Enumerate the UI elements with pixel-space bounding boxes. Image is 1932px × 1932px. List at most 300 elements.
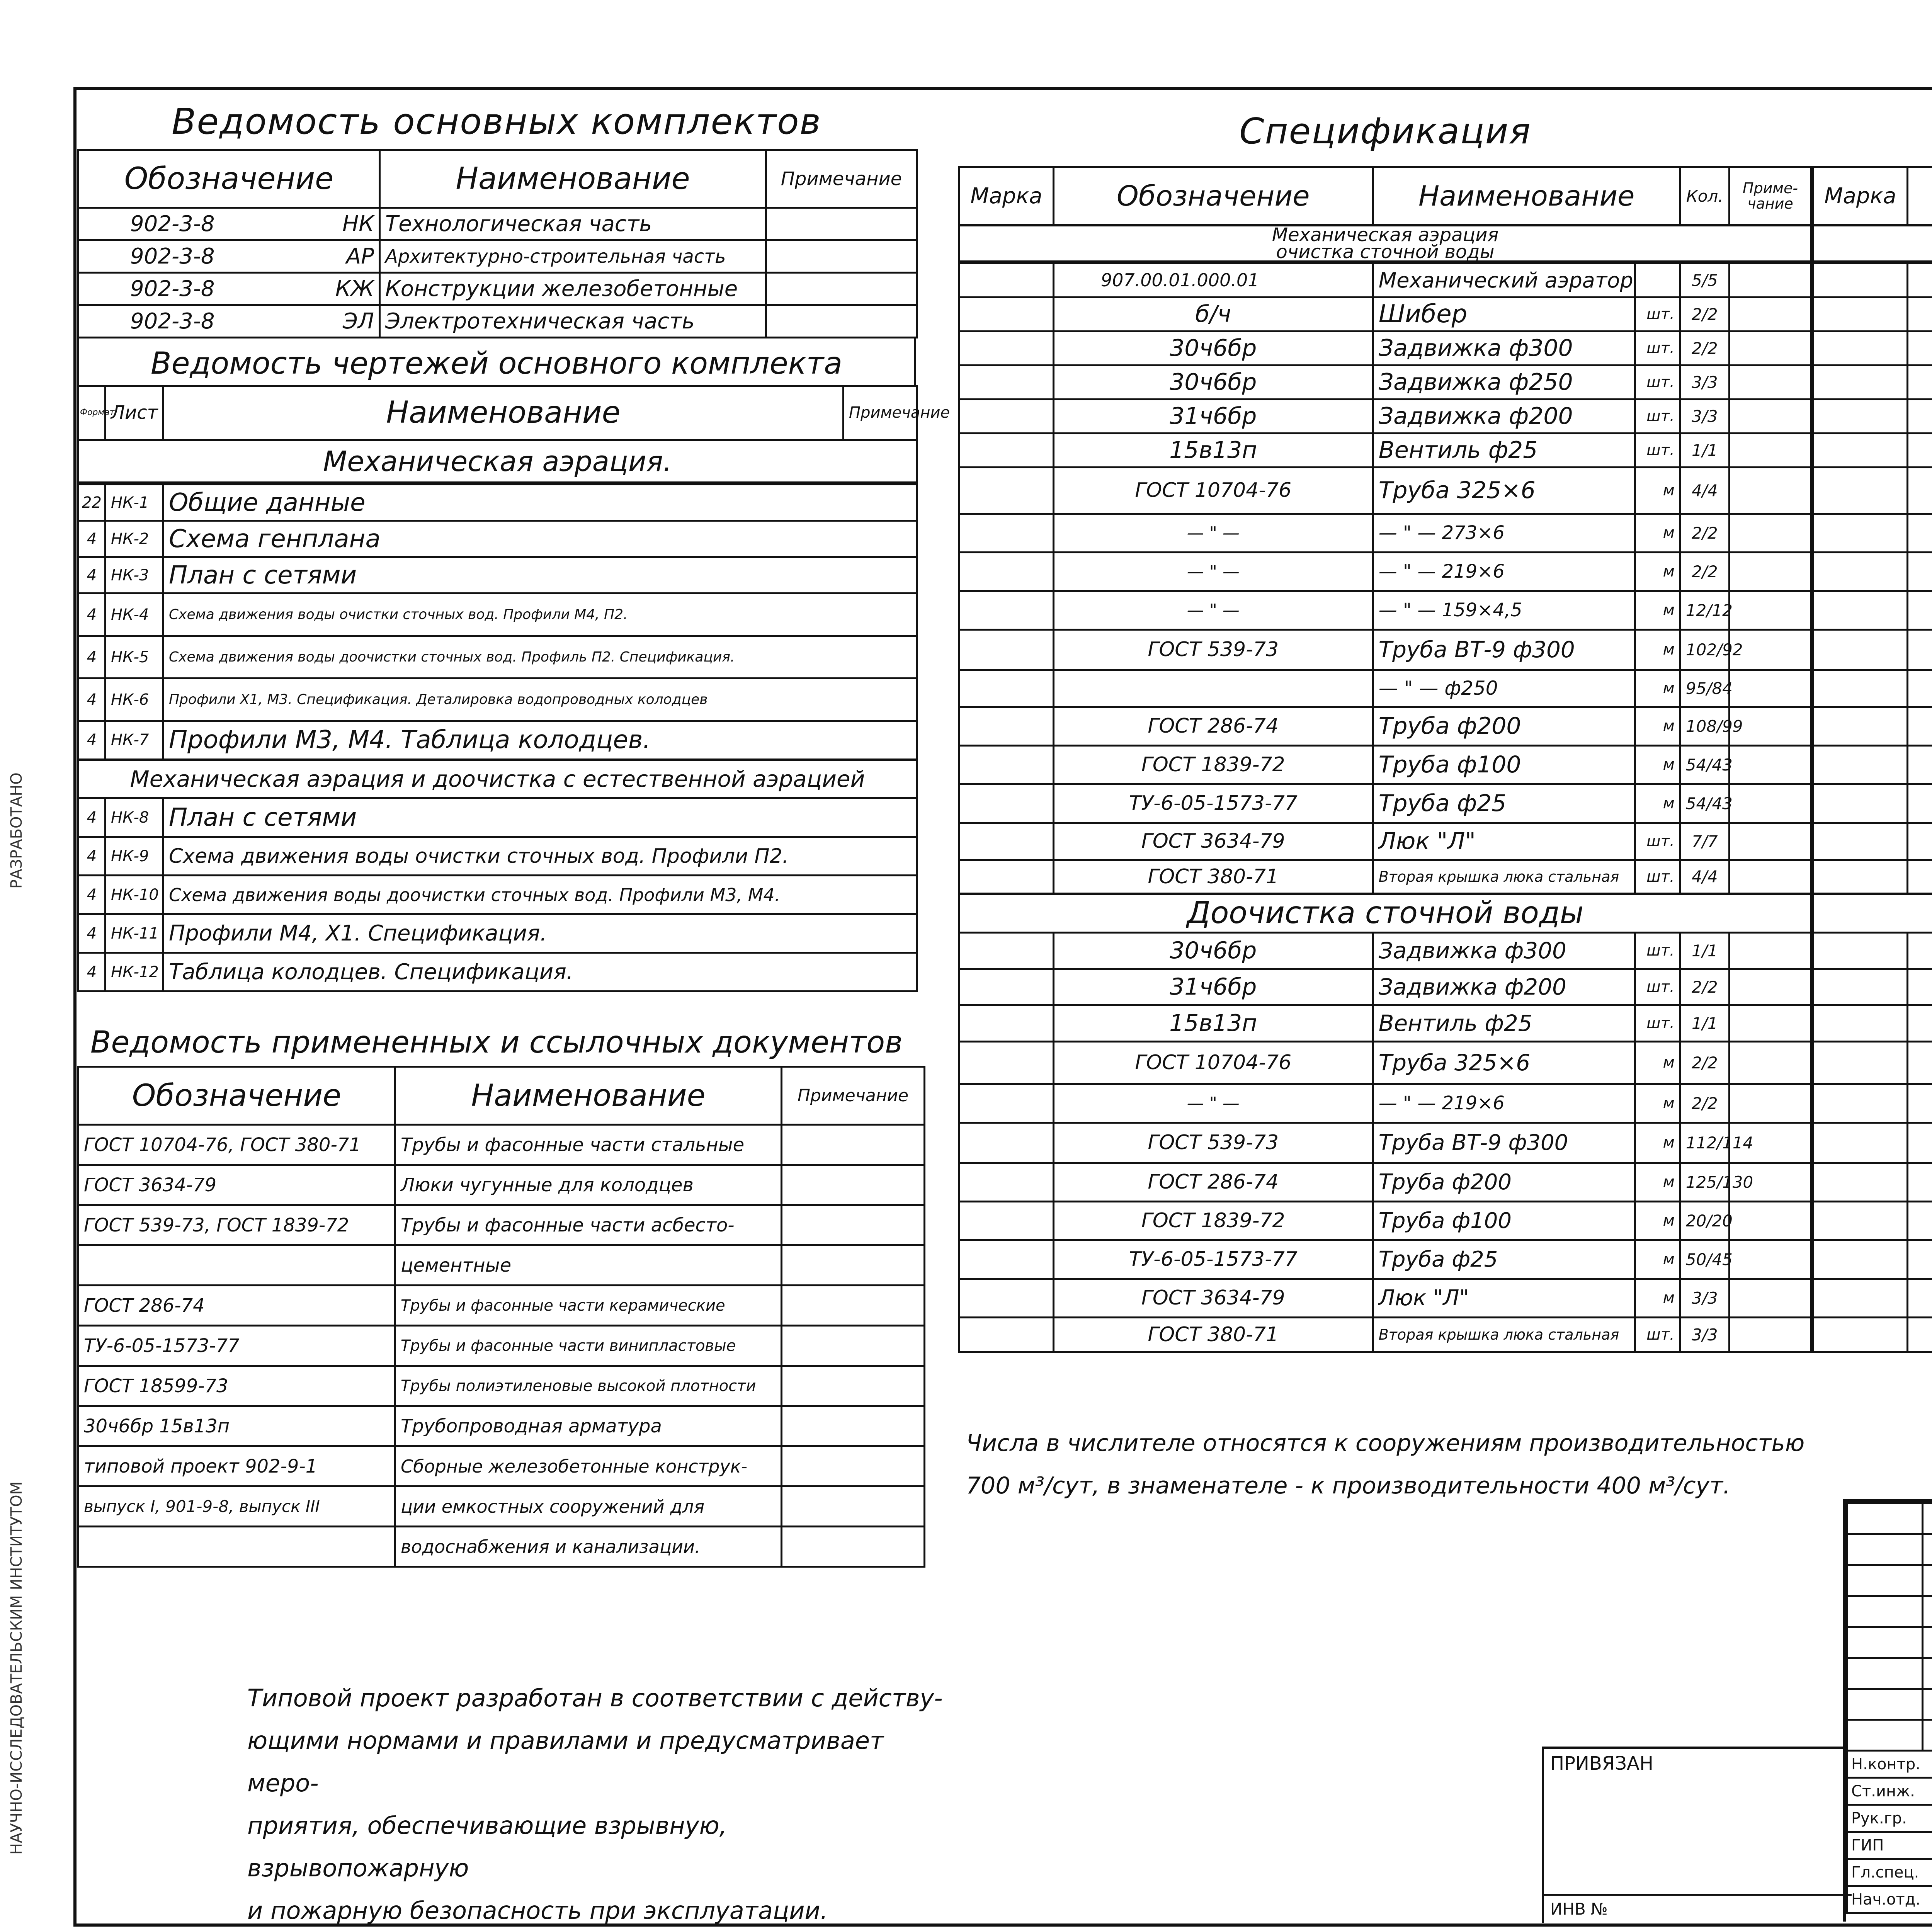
qty-cell: 2/2 (1680, 297, 1729, 331)
table-row (959, 1240, 1811, 1279)
name-cell: Труба ВТ-9 ф300 (1373, 1122, 1635, 1163)
main-sets-table (77, 149, 918, 338)
table-row (959, 433, 1811, 467)
sheet-cell: НК-7 (105, 721, 163, 760)
role-cell: Ст.инж. (1847, 1778, 1932, 1805)
table-row (959, 1317, 1811, 1352)
qty-cell: 12/12 (1680, 591, 1729, 629)
table-row (78, 798, 917, 837)
designation-cell: ТУ-6-05-1573-77 (1053, 784, 1373, 823)
qty-cell: 112/114 (1680, 1122, 1729, 1163)
designation-cell: ГОСТ 380-71 (1053, 1317, 1373, 1352)
name-cell: Профили М3, М4. Таблица колодцев. (163, 721, 917, 760)
name-cell: Задвижка ф200 (1373, 399, 1635, 433)
table-row (1813, 263, 1932, 297)
table-row (959, 1084, 1811, 1122)
sheet-cell: НК-10 (105, 876, 163, 914)
name-cell: Схема движения воды доочистки сточных вод. Профиль П2. Спецификация. (163, 636, 917, 679)
note-line: 700 м³/сут, в знаменателе - к производительности 400 м³/сут. (966, 1472, 1731, 1499)
table-row (1813, 745, 1932, 784)
format-cell: 4 (78, 914, 105, 953)
spec-left-title: Спецификация (1239, 111, 1531, 152)
sheet-cell: НК-3 (105, 557, 163, 594)
note-cell (766, 273, 917, 305)
name-cell: Труба ф200 (1373, 707, 1635, 745)
table-row (78, 679, 917, 721)
designation-cell: — " — (1053, 1084, 1373, 1122)
sheet-cell: НК-6 (105, 679, 163, 721)
name-cell: Общие данные (163, 485, 917, 521)
format-cell: 4 (78, 521, 105, 557)
col-header: Обозначение (78, 1067, 395, 1125)
sheet-cell: НК-9 (105, 837, 163, 876)
designation-cell: ГОСТ 10704-76, ГОСТ 380-71 (78, 1125, 395, 1165)
name-cell: Сборные железобетонные конструк- (395, 1446, 782, 1486)
name-cell: Профили М4, Х1. Спецификация. (163, 914, 917, 953)
name-cell: Люк "Л" (1373, 823, 1635, 860)
designation-cell (1907, 1201, 1932, 1240)
table-row (78, 273, 917, 305)
role-cell: Нач.отд. (1847, 1886, 1932, 1913)
designation-cell (78, 1527, 395, 1567)
name-cell: Труба 325×6 (1373, 467, 1635, 514)
role-cell: Н.контр. (1847, 1751, 1932, 1778)
designation-cell: ГОСТ 18599-73 (78, 1366, 395, 1406)
designation-cell (1907, 552, 1932, 591)
qty-cell: 2/2 (1680, 1041, 1729, 1084)
designation-cell (1907, 823, 1932, 860)
table-row (1813, 591, 1932, 629)
format-cell: 4 (78, 837, 105, 876)
designation-cell (1907, 1041, 1932, 1084)
designation-cell: ГОСТ 380-71 (1053, 860, 1373, 894)
table-row (959, 1041, 1811, 1084)
qty-cell: 1/1 (1680, 932, 1729, 969)
col-header: Кол. (1680, 167, 1729, 225)
table-row (78, 557, 917, 594)
sheet-cell: НК-12 (105, 953, 163, 992)
section-title: Доочистка сточной воды (959, 894, 1811, 932)
stamp-grid (1846, 1502, 1932, 1750)
table-row (78, 636, 917, 679)
name-cell: Трубы и фасонные части керамические (395, 1286, 782, 1326)
designation-cell (1907, 860, 1932, 894)
unit-cell: м (1635, 514, 1680, 552)
designation-cell: ГОСТ 1839-72 (1053, 745, 1373, 784)
qty-cell: 1/1 (1680, 1005, 1729, 1041)
qty-cell: 7/7 (1680, 823, 1729, 860)
section-title: Механическая аэрация очистка сточной воды (959, 225, 1811, 262)
designation-cell: ГОСТ 10704-76 (1053, 1041, 1373, 1084)
name-cell: План с сетями (163, 557, 917, 594)
mark: АР (346, 244, 374, 269)
table-row (959, 1201, 1811, 1240)
name-cell: Труба 325×6 (1373, 1041, 1635, 1084)
designation-cell (1907, 784, 1932, 823)
sheet-cell: НК-8 (105, 798, 163, 837)
designation-cell: ГОСТ 286-74 (1053, 707, 1373, 745)
designation-cell: ГОСТ 1839-72 (1053, 1201, 1373, 1240)
table-row (78, 485, 917, 521)
unit-cell: шт. (1635, 969, 1680, 1005)
table-row (1813, 467, 1932, 514)
designation: 902-3-8 (130, 309, 215, 334)
unit-cell: шт. (1635, 1005, 1680, 1041)
ref-docs-title: Ведомость примененных и ссылочных документов (90, 1025, 903, 1060)
table-row (959, 969, 1811, 1005)
name-cell: Вторая крышка люка стальная (1373, 1317, 1635, 1352)
designation-cell (1907, 745, 1932, 784)
name-cell: — " — 219×6 (1373, 552, 1635, 591)
table-row (78, 521, 917, 557)
designation-cell (1907, 707, 1932, 745)
mark: КЖ (335, 276, 374, 301)
designation-cell: ГОСТ 3634-79 (78, 1165, 395, 1205)
unit-cell: шт. (1635, 932, 1680, 969)
table-row (959, 1122, 1811, 1163)
table-row (78, 208, 917, 240)
unit-cell: м (1635, 1201, 1680, 1240)
name-cell: Труба ф100 (1373, 1201, 1635, 1240)
designation-cell: ГОСТ 10704-76 (1053, 467, 1373, 514)
table-row (1813, 1317, 1932, 1352)
sheet-cell: НК-1 (105, 485, 163, 521)
col-header: Примечание (844, 386, 917, 440)
section-title: Механическая аэрация и доочистка с естественной аэрацией (78, 760, 917, 798)
qty-cell: 4/4 (1680, 467, 1729, 514)
qty-cell: 125/130 (1680, 1163, 1729, 1201)
designation-cell: ТУ-6-05-1573-77 (78, 1326, 395, 1366)
designation-cell: ГОСТ 3634-79 (1053, 823, 1373, 860)
name-cell: цементные (395, 1245, 782, 1286)
spec-right-title (1812, 100, 1932, 166)
unit-cell: шт. (1635, 399, 1680, 433)
designation-cell: — " — (1053, 514, 1373, 552)
table-row (1813, 1240, 1932, 1279)
table-row (1813, 932, 1932, 969)
note-project (247, 1677, 943, 1932)
designation-cell (1907, 1317, 1932, 1352)
designation-cell: ГОСТ 539-73 (1053, 629, 1373, 670)
designation-cell (1907, 1084, 1932, 1122)
qty-cell: 54/43 (1680, 745, 1729, 784)
spec-right-rows-1 (1812, 262, 1932, 1353)
col-header: Наименование (163, 386, 844, 440)
designation-cell: 31ч6бр (1053, 399, 1373, 433)
note-line: и пожарную безопасность при эксплуатации. (247, 1896, 828, 1925)
table-row (78, 1446, 925, 1486)
note-numbers (966, 1422, 1932, 1507)
name-cell: Задвижка ф250 (1373, 365, 1635, 399)
table-row (959, 707, 1811, 745)
qty-cell: 3/3 (1680, 365, 1729, 399)
designation-cell (1907, 932, 1932, 969)
note-line: ющими нормами и правилами и предусматривает меро- (247, 1726, 884, 1797)
designation-cell (1907, 514, 1932, 552)
name-cell: Профили Х1, М3. Спецификация. Деталировка водопроводных колодцев (163, 679, 917, 721)
designation-cell: типовой проект 902-9-1 (78, 1446, 395, 1486)
qty-cell: 2/2 (1680, 514, 1729, 552)
table-row (959, 1163, 1811, 1201)
name-cell: План с сетями (163, 798, 917, 837)
sheet-cell: НК-5 (105, 636, 163, 679)
col-header: Обозначение (78, 150, 380, 208)
unit-cell: м (1635, 467, 1680, 514)
name-cell: Труба ф100 (1373, 745, 1635, 784)
title-block (1843, 1499, 1932, 1922)
qty-cell: 20/20 (1680, 1201, 1729, 1240)
col-header: Марка (1813, 167, 1908, 225)
table-row (1813, 1084, 1932, 1122)
unit-cell: шт. (1635, 860, 1680, 894)
drawings-table (77, 385, 950, 483)
table-row (1813, 514, 1932, 552)
name-cell: Технологическая часть (380, 208, 766, 240)
table-row (1813, 1005, 1932, 1041)
table-row (959, 1279, 1811, 1317)
name-cell: Трубы и фасонные части винипластовые (395, 1326, 782, 1366)
table-row (78, 1406, 925, 1446)
format-cell: 4 (78, 679, 105, 721)
table-row (1813, 331, 1932, 365)
unit-cell: м (1635, 745, 1680, 784)
designation-cell: ГОСТ 3634-79 (1053, 1279, 1373, 1317)
table-row (78, 1326, 925, 1366)
col-header: Примечание (766, 150, 917, 208)
table-row (78, 240, 917, 273)
unit-cell (1635, 263, 1680, 297)
qty-cell: 3/3 (1680, 399, 1729, 433)
section-title (1813, 894, 1932, 932)
unit-cell: м (1635, 1240, 1680, 1279)
table-row (959, 591, 1811, 629)
table-row (78, 1286, 925, 1326)
name-cell: Трубы полиэтиленовые высокой плотности (395, 1366, 782, 1406)
qty-cell: 2/2 (1680, 969, 1729, 1005)
name-cell: Схема генплана (163, 521, 917, 557)
name-cell: Труба ф25 (1373, 1240, 1635, 1279)
designation-cell (1907, 591, 1932, 629)
name-cell: Таблица колодцев. Спецификация. (163, 953, 917, 992)
table-row (1813, 969, 1932, 1005)
table-row (959, 467, 1811, 514)
name-cell: — " — 219×6 (1373, 1084, 1635, 1122)
name-cell: Вентиль ф25 (1373, 1005, 1635, 1041)
table-row (959, 745, 1811, 784)
unit-cell: м (1635, 670, 1680, 707)
table-row (959, 823, 1811, 860)
bound-block (1542, 1747, 1845, 1923)
name-cell: Вторая крышка люка стальная (1373, 860, 1635, 894)
name-cell: Шибер (1373, 297, 1635, 331)
qty-cell: 95/84 (1680, 670, 1729, 707)
drawings-title: Ведомость чертежей основного комплекта (77, 338, 916, 385)
col-header: Наименование (395, 1067, 782, 1125)
table-row (1813, 1163, 1932, 1201)
qty-cell: 102/92 (1680, 629, 1729, 670)
table-row (78, 1245, 925, 1286)
name-cell: водоснабжения и канализации. (395, 1527, 782, 1567)
designation-cell (78, 1245, 395, 1286)
table-row (959, 860, 1811, 894)
section-title: Механическая аэрация. (78, 440, 917, 483)
unit-cell: шт. (1635, 365, 1680, 399)
table-row (1813, 552, 1932, 591)
note-line: приятия, обеспечивающие взрывную, взрывопожарную (247, 1811, 727, 1882)
stamp-table (1846, 1750, 1932, 1914)
designation-cell (1907, 670, 1932, 707)
ref-docs-table (77, 1066, 925, 1568)
designation-cell (1907, 399, 1932, 433)
designation-cell (1907, 1279, 1932, 1317)
col-header: Лист (105, 386, 163, 440)
qty-cell: 1/1 (1680, 433, 1729, 467)
qty-cell: 2/2 (1680, 331, 1729, 365)
name-cell: Схема движения воды доочистки сточных вод. Профили М3, М4. (163, 876, 917, 914)
qty-cell: 108/99 (1680, 707, 1729, 745)
name-cell: Электротехническая часть (380, 305, 766, 338)
designation-cell: 30ч6бр (1053, 932, 1373, 969)
designation-cell: ГОСТ 539-73, ГОСТ 1839-72 (78, 1205, 395, 1245)
note-cell (766, 208, 917, 240)
margin-text-line: НАУЧНО-ИССЛЕДОВАТЕЛЬСКИМ ИНСТИТУТОМ (8, 1481, 26, 1855)
unit-cell: м (1635, 707, 1680, 745)
sheet-cell: НК-2 (105, 521, 163, 557)
designation-cell: 31ч6бр (1053, 969, 1373, 1005)
spec-left (958, 100, 1812, 1353)
unit-cell: шт. (1635, 823, 1680, 860)
name-cell: — " — ф250 (1373, 670, 1635, 707)
format-cell: 4 (78, 636, 105, 679)
table-row (1813, 1122, 1932, 1163)
unit-cell: шт. (1635, 297, 1680, 331)
note-line: Типовой проект разработан в соответствии с действу- (247, 1684, 943, 1712)
designation-cell (1907, 1163, 1932, 1201)
note-line: Числа в числителе относятся к сооружениям производительностью (966, 1430, 1805, 1457)
format-cell: 4 (78, 876, 105, 914)
table-row (78, 721, 917, 760)
designation-cell: ТУ-6-05-1573-77 (1053, 1240, 1373, 1279)
table-row (1813, 1279, 1932, 1317)
col-header: Марка (959, 167, 1054, 225)
designation-cell (1907, 331, 1932, 365)
table-row (1813, 823, 1932, 860)
table-row (78, 1205, 925, 1245)
name-cell: — " — 159×4,5 (1373, 591, 1635, 629)
table-row (959, 932, 1811, 969)
name-cell: Труба ВТ-9 ф300 (1373, 629, 1635, 670)
table-row (1813, 1201, 1932, 1240)
sheet-cell: НК-4 (105, 594, 163, 636)
table-row (1813, 1041, 1932, 1084)
table-row (1813, 365, 1932, 399)
name-cell: Архитектурно-строительная часть (380, 240, 766, 273)
designation-cell (1907, 629, 1932, 670)
name-cell: Схема движения воды очистки сточных вод. Профили П2. (163, 837, 917, 876)
name-cell: ции емкостных сооружений для (395, 1486, 782, 1527)
designation-cell (1907, 1122, 1932, 1163)
col-header: Примечание (782, 1067, 925, 1125)
qty-cell: 3/3 (1680, 1279, 1729, 1317)
spec-right (1812, 100, 1932, 1353)
designation-cell (1907, 467, 1932, 514)
table-row (1813, 297, 1932, 331)
unit-cell: м (1635, 552, 1680, 591)
designation-cell: 15в13п (1053, 433, 1373, 467)
unit-cell: шт. (1635, 331, 1680, 365)
col-header: Наименование (1373, 167, 1680, 225)
designation-cell: б/ч (1053, 297, 1373, 331)
spec-right-table (1812, 166, 1932, 262)
name-cell: Задвижка ф200 (1373, 969, 1635, 1005)
name-cell: Труба ф25 (1373, 784, 1635, 823)
table-row (959, 331, 1811, 365)
table-row (959, 263, 1811, 297)
designation-cell: выпуск I, 901-9-8, выпуск III (78, 1486, 395, 1527)
qty-cell: 4/4 (1680, 860, 1729, 894)
designation-cell (1907, 297, 1932, 331)
name-cell: — " — 273×6 (1373, 514, 1635, 552)
format-cell: 4 (78, 557, 105, 594)
sheet-cell: НК-11 (105, 914, 163, 953)
format-cell: 4 (78, 721, 105, 760)
col-header: Приме-чание (1729, 167, 1811, 225)
table-row (959, 629, 1811, 670)
designation-cell: 30ч6бр (1053, 365, 1373, 399)
name-cell: Задвижка ф300 (1373, 932, 1635, 969)
table-row (78, 1366, 925, 1406)
table-row (959, 784, 1811, 823)
table-row (1813, 670, 1932, 707)
name-cell: Трубы и фасонные части асбесто- (395, 1205, 782, 1245)
designation-cell: 907.00.01.000.01 (1053, 263, 1373, 297)
table-row (78, 1165, 925, 1205)
designation-cell: — " — (1053, 552, 1373, 591)
name-cell: Механический аэратор (1373, 263, 1635, 297)
note-cell (766, 240, 917, 273)
unit-cell: м (1635, 1163, 1680, 1201)
role-cell: Рук.гр. (1847, 1805, 1932, 1832)
name-cell: Труба ф200 (1373, 1163, 1635, 1201)
margin-text (8, 193, 39, 1893)
table-row (78, 594, 917, 636)
qty-cell: 54/43 (1680, 784, 1729, 823)
format-cell: 4 (78, 798, 105, 837)
name-cell: Вентиль ф25 (1373, 433, 1635, 467)
designation-cell (1053, 670, 1373, 707)
table-row (78, 953, 917, 992)
margin-text-line: РАЗРАБОТАНО (8, 772, 26, 889)
unit-cell: м (1635, 1122, 1680, 1163)
unit-cell: м (1635, 629, 1680, 670)
designation: 902-3-8 (130, 276, 215, 301)
col-header: Формат (78, 386, 105, 440)
designation-cell (1907, 365, 1932, 399)
designation-cell (1907, 969, 1932, 1005)
role-cell: ГИП (1847, 1832, 1932, 1859)
table-row (78, 837, 917, 876)
qty-cell: 2/2 (1680, 1084, 1729, 1122)
drawings-rows-1 (77, 483, 918, 992)
unit-cell: м (1635, 784, 1680, 823)
unit-cell: м (1635, 1041, 1680, 1084)
name-cell: Схема движения воды очистки сточных вод. Профили М4, П2. (163, 594, 917, 636)
designation-cell (1907, 1005, 1932, 1041)
name-cell: Трубопроводная арматура (395, 1406, 782, 1446)
designation-cell (1907, 433, 1932, 467)
table-row (959, 514, 1811, 552)
name-cell: Конструкции железобетонные (380, 273, 766, 305)
